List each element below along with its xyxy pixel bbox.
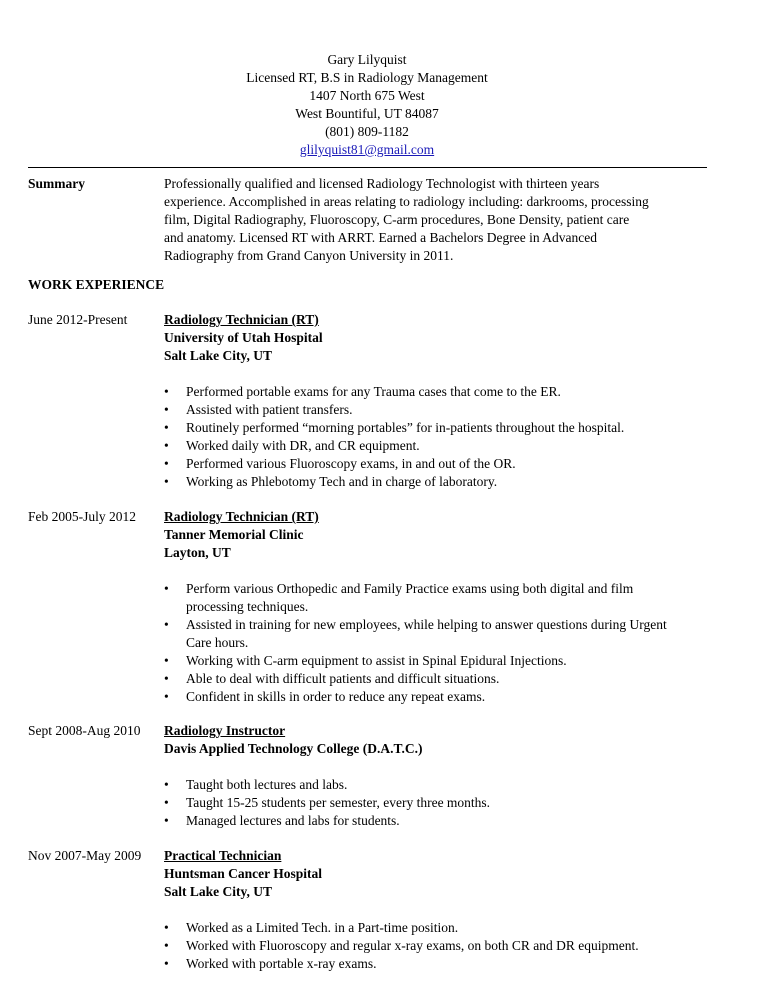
list-item: • Taught 15-25 students per semester, every three months. <box>164 795 491 810</box>
job-duties <box>164 383 724 491</box>
credentials: Licensed RT, B.S in Radiology Management <box>246 70 488 85</box>
list-item: • Perform various Orthopedic and Family Practice exams using both digital and film processing techniques. <box>164 581 634 614</box>
list-item: • Taught both lectures and labs. <box>164 777 348 792</box>
bullet-icon: • <box>164 777 169 792</box>
street-address: 1407 North 675 West <box>309 88 425 103</box>
job-entry <box>164 508 724 706</box>
job-title: Radiology Technician (RT) <box>164 312 319 327</box>
job-dates: June 2012-Present <box>28 312 128 327</box>
list-item: • Working with C-arm equipment to assist in Spinal Epidural Injections. <box>164 653 567 668</box>
summary-line: Radiography from Grand Canyon University in 2011. <box>164 248 454 263</box>
job-title: Radiology Technician (RT) <box>164 509 319 524</box>
bullet-icon: • <box>164 938 169 953</box>
bullet-icon: • <box>164 956 169 971</box>
list-item: • Confident in skills in order to reduce any repeat exams. <box>164 689 486 704</box>
list-item: • Assisted in training for new employees, while helping to answer questions during Urgent Care hours. <box>164 617 667 650</box>
job-duties <box>164 776 724 830</box>
header-divider <box>28 167 707 168</box>
job-dates: Feb 2005-July 2012 <box>28 509 136 524</box>
job-organization: Tanner Memorial Clinic <box>164 527 304 542</box>
list-item: • Worked as a Limited Tech. in a Part-time position. <box>164 920 459 935</box>
job-title: Radiology Instructor <box>164 723 286 738</box>
job-organization: University of Utah Hospital <box>164 330 323 345</box>
bullet-icon: • <box>164 617 169 632</box>
bullet-icon: • <box>164 920 169 935</box>
summary-line: and anatomy. Licensed RT with ARRT. Earned a Bachelors Degree in Advanced <box>164 230 597 245</box>
job-title: Practical Technician <box>164 848 282 863</box>
list-item: • Performed various Fluoroscopy exams, in and out of the OR. <box>164 456 516 471</box>
list-item: • Performed portable exams for any Trauma cases that come to the ER. <box>164 384 561 399</box>
list-item: • Worked with Fluoroscopy and regular x-ray exams, on both CR and DR equipment. <box>164 938 639 953</box>
list-item: • Worked with portable x-ray exams. <box>164 956 377 971</box>
bullet-icon: • <box>164 384 169 399</box>
bullet-icon: • <box>164 813 169 828</box>
phone-number: (801) 809-1182 <box>325 124 409 139</box>
list-item: • Managed lectures and labs for students. <box>164 813 400 828</box>
list-item: • Worked daily with DR, and CR equipment. <box>164 438 420 453</box>
job-location: Layton, UT <box>164 545 231 560</box>
summary-line: film, Digital Radiography, Fluoroscopy, C-arm procedures, Bone Density, patient care <box>164 212 630 227</box>
bullet-icon: • <box>164 689 169 704</box>
bullet-icon: • <box>164 581 169 596</box>
bullet-icon: • <box>164 402 169 417</box>
job-organization: Huntsman Cancer Hospital <box>164 866 323 881</box>
job-organization: Davis Applied Technology College (D.A.T.C.) <box>164 741 423 756</box>
bullet-icon: • <box>164 653 169 668</box>
bullet-icon: • <box>164 671 169 686</box>
job-location: Salt Lake City, UT <box>164 884 273 899</box>
job-location: Salt Lake City, UT <box>164 348 273 363</box>
job-duties <box>164 580 684 706</box>
city-state-zip: West Bountiful, UT 84087 <box>295 106 439 121</box>
job-entry <box>164 847 724 973</box>
bullet-icon: • <box>164 420 169 435</box>
list-item: • Able to deal with difficult patients and difficult situations. <box>164 671 500 686</box>
summary-label: Summary <box>28 176 85 191</box>
work-experience-heading: WORK EXPERIENCE <box>28 277 165 292</box>
summary-line: experience. Accomplished in areas relating to radiology including: darkrooms, processing <box>164 194 649 209</box>
email-link[interactable]: glilyquist81@gmail.com <box>299 142 435 157</box>
job-dates: Sept 2008-Aug 2010 <box>28 723 141 738</box>
job-entry <box>164 311 724 491</box>
list-item: • Assisted with patient transfers. <box>164 402 353 417</box>
applicant-name: Gary Lilyquist <box>327 52 407 67</box>
summary-text <box>164 175 712 265</box>
summary-line: Professionally qualified and licensed Radiology Technologist with thirteen years <box>164 176 600 191</box>
resume-header <box>0 51 734 159</box>
list-item: • Routinely performed “morning portables” for in-patients throughout the hospital. <box>164 420 625 435</box>
bullet-icon: • <box>164 438 169 453</box>
list-item: • Working as Phlebotomy Tech and in charge of laboratory. <box>164 474 498 489</box>
bullet-icon: • <box>164 795 169 810</box>
bullet-icon: • <box>164 456 169 471</box>
job-duties <box>164 919 724 973</box>
bullet-icon: • <box>164 474 169 489</box>
job-entry <box>164 722 724 830</box>
job-dates: Nov 2007-May 2009 <box>28 848 142 863</box>
